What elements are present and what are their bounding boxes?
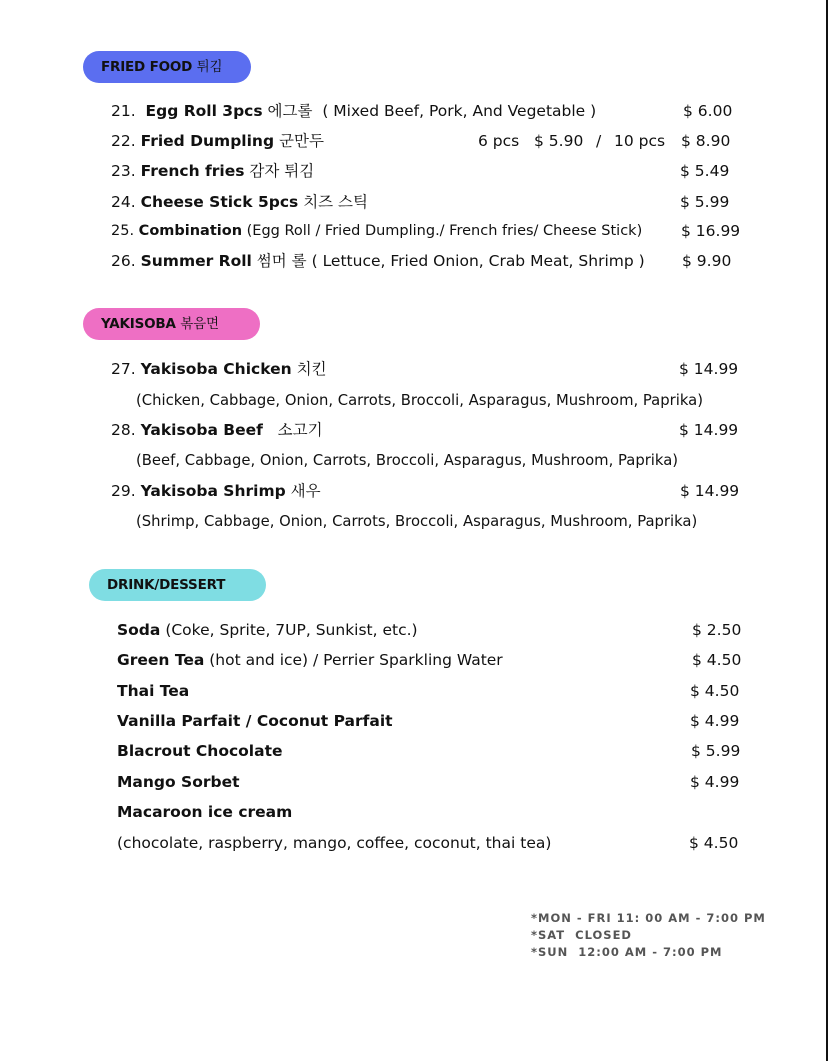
item-number: 24. bbox=[111, 193, 136, 211]
item-description: (Shrimp, Cabbage, Onion, Carrots, Broccoli, Asparagus, Mushroom, Paprika) bbox=[136, 513, 698, 530]
item-name: Green Tea bbox=[117, 651, 205, 669]
item-name: Blacrout Chocolate bbox=[117, 742, 283, 760]
menu-item-21 bbox=[111, 100, 596, 122]
item-name: Thai Tea bbox=[117, 682, 190, 700]
item-name: Egg Roll 3pcs bbox=[145, 102, 263, 120]
item-description: (Egg Roll / Fried Dumpling./ French fries/ Cheese Stick) bbox=[246, 223, 643, 239]
item-name-korean: 치즈 스틱 bbox=[303, 193, 369, 211]
item-number: 23. bbox=[111, 162, 136, 180]
item-price: $ 5.99 bbox=[691, 742, 741, 760]
section-title-korean: 볶음면 bbox=[180, 316, 219, 332]
hours-weekday: *MON - FRI 11: 00 AM - 7:00 PM bbox=[531, 911, 766, 925]
menu-item-24 bbox=[111, 191, 368, 213]
item-description: (hot and ice) / Perrier Sparkling Water bbox=[209, 651, 503, 669]
item-price: $ 14.99 bbox=[679, 360, 739, 378]
section-header-drink-dessert bbox=[89, 569, 266, 601]
item-name-korean: 에그롤 bbox=[267, 102, 313, 120]
item-number: 25. bbox=[111, 223, 135, 239]
section-title: DRINK/DESSERT bbox=[107, 577, 226, 593]
item-name: Yakisoba Beef bbox=[140, 421, 263, 439]
item-description: (Beef, Cabbage, Onion, Carrots, Broccoli, Asparagus, Mushroom, Paprika) bbox=[136, 452, 679, 469]
item-description: (Coke, Sprite, 7UP, Sunkist, etc.) bbox=[165, 621, 418, 639]
item-number: 26. bbox=[111, 252, 136, 270]
menu-item-mango-sorbet bbox=[117, 771, 240, 793]
item-number: 21. bbox=[111, 102, 136, 120]
item-price: $ 4.50 bbox=[689, 834, 739, 852]
menu-item-23 bbox=[111, 160, 314, 182]
item-price: $ 6.00 bbox=[683, 102, 733, 120]
section-header-yakisoba bbox=[83, 308, 260, 340]
item-description: (Chicken, Cabbage, Onion, Carrots, Broccoli, Asparagus, Mushroom, Paprika) bbox=[136, 392, 703, 409]
item-number: 22. bbox=[111, 132, 136, 150]
item-option-separator: / bbox=[596, 132, 602, 150]
menu-item-25 bbox=[111, 220, 642, 242]
item-description: (chocolate, raspberry, mango, coffee, coconut, thai tea) bbox=[117, 834, 552, 852]
item-number: 29. bbox=[111, 482, 136, 500]
item-price: $ 4.99 bbox=[690, 773, 740, 791]
item-price: $ 2.50 bbox=[692, 621, 742, 639]
item-option-small-price: $ 5.90 bbox=[534, 132, 584, 150]
item-name-korean: 치킨 bbox=[296, 360, 327, 378]
menu-item-29 bbox=[111, 480, 321, 502]
item-description: ( Mixed Beef, Pork, And Vegetable ) bbox=[322, 102, 597, 120]
menu-item-22 bbox=[111, 130, 324, 152]
item-name-korean: 썸머 롤 bbox=[256, 252, 307, 270]
menu-item-27 bbox=[111, 358, 327, 380]
item-name: Cheese Stick 5pcs bbox=[140, 193, 299, 211]
item-name: Summer Roll bbox=[140, 252, 252, 270]
section-header-fried-food bbox=[83, 51, 251, 83]
item-option-small: 6 pcs bbox=[478, 132, 520, 150]
item-name: French fries bbox=[140, 162, 245, 180]
item-number: 27. bbox=[111, 360, 136, 378]
hours-saturday: *SAT CLOSED bbox=[531, 928, 632, 942]
item-price: $ 8.90 bbox=[681, 132, 731, 150]
item-number: 28. bbox=[111, 421, 136, 439]
item-name: Yakisoba Chicken bbox=[140, 360, 292, 378]
item-name-korean: 소고기 bbox=[277, 421, 323, 439]
item-name: Fried Dumpling bbox=[140, 132, 275, 150]
menu-item-soda bbox=[117, 619, 418, 641]
item-price: $ 4.50 bbox=[690, 682, 740, 700]
item-price: $ 5.49 bbox=[680, 162, 730, 180]
item-description: ( Lettuce, Fried Onion, Crab Meat, Shrimp ) bbox=[311, 252, 645, 270]
item-price: $ 9.90 bbox=[682, 252, 732, 270]
item-name: Mango Sorbet bbox=[117, 773, 240, 791]
item-price: $ 14.99 bbox=[680, 482, 740, 500]
item-name: Yakisoba Shrimp bbox=[140, 482, 286, 500]
menu-item-28 bbox=[111, 419, 323, 441]
menu-item-parfait bbox=[117, 710, 393, 732]
item-option-large: 10 pcs bbox=[614, 132, 666, 150]
hours-sunday: *SUN 12:00 AM - 7:00 PM bbox=[531, 945, 723, 959]
item-name: Soda bbox=[117, 621, 161, 639]
item-name-korean: 감자 튀김 bbox=[249, 162, 315, 180]
item-name-korean: 새우 bbox=[290, 482, 321, 500]
menu-item-green-tea bbox=[117, 649, 503, 671]
business-hours bbox=[531, 910, 766, 961]
item-price: $ 16.99 bbox=[681, 222, 741, 240]
item-name: Macaroon ice cream bbox=[117, 803, 293, 821]
menu-item-chocolate bbox=[117, 740, 283, 762]
menu-item-26 bbox=[111, 250, 645, 272]
menu-item-macaroon bbox=[117, 801, 292, 823]
menu-item-thai-tea bbox=[117, 680, 189, 702]
section-title-korean: 튀김 bbox=[196, 59, 223, 75]
item-price: $ 4.50 bbox=[692, 651, 742, 669]
item-price: $ 14.99 bbox=[679, 421, 739, 439]
item-name: Vanilla Parfait / Coconut Parfait bbox=[117, 712, 393, 730]
section-title: FRIED FOOD bbox=[101, 59, 193, 75]
item-price: $ 5.99 bbox=[680, 193, 730, 211]
section-title: YAKISOBA bbox=[101, 316, 176, 332]
item-price: $ 4.99 bbox=[690, 712, 740, 730]
item-name-korean: 군만두 bbox=[279, 132, 324, 150]
item-name: Combination bbox=[138, 223, 243, 239]
